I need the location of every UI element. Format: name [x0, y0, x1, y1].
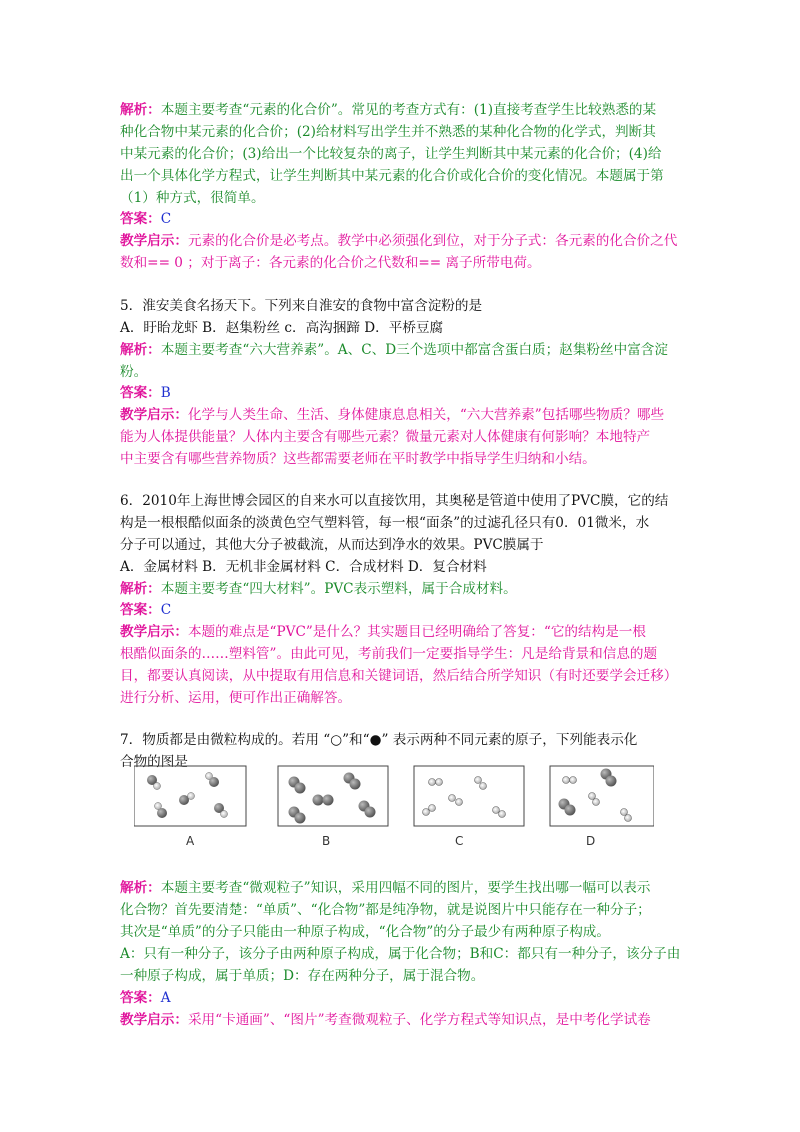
- text-line: [120, 340, 668, 360]
- line-text: 数和== 0 ；对于离子：各元素的化合价之代数和== 离子所带电荷。: [120, 255, 541, 271]
- text-line: [120, 878, 650, 898]
- line-text: 本题主要考查“元素的化合价”。常见的考查方式有：(1)直接考查学生比较熟悉的某: [160, 102, 657, 118]
- text-line: [120, 666, 677, 686]
- figure-box-c: [414, 766, 524, 826]
- text-line: [120, 296, 482, 316]
- text-line: [120, 622, 646, 642]
- line-text: 元素的化合价是必考点。教学中必须强化到位，对于分子式：各元素的化合价之代: [187, 233, 678, 249]
- text-line: [120, 491, 668, 511]
- figure-label-d: D: [586, 834, 596, 848]
- text-line: [120, 362, 147, 382]
- text-line: [120, 449, 596, 469]
- figure-label-b: B: [322, 834, 331, 848]
- text-line: [120, 231, 677, 251]
- text-line: [120, 535, 544, 555]
- text-line: [120, 100, 656, 120]
- line-text: 进行分析、运用，便可作出正确解答。: [120, 690, 352, 706]
- line-text: 6．2010年上海世博会园区的自来水可以直接饮用，其奥秘是管道中使用了PVC膜，它的结: [120, 493, 669, 509]
- text-line: [120, 144, 661, 164]
- line-text: 出一个具体化学方程式，让学生判断其中某元素的化合价或化合价的变化情况。本题属于第: [120, 168, 664, 184]
- line-text: 5．淮安美食名扬天下。下列来自淮安的食物中富含淀粉的是: [120, 298, 483, 314]
- line-text: A．金属材料 B．无机非金属材料 C．合成材料 D．复合材料: [120, 559, 487, 575]
- text-line: [120, 1010, 651, 1030]
- line-text: 构是一根根酷似面条的淡黄色空气塑料管，每一根“面条”的过滤孔径只有0．01微米，水: [120, 515, 650, 531]
- text-line: [120, 166, 664, 186]
- line-text: 本题的难点是“PVC”是什么？其实题目已经明确给了答复：“它的结构是一根: [187, 624, 646, 640]
- figure-label-c: C: [455, 834, 464, 848]
- text-line: [120, 579, 517, 599]
- line-label: 解析：: [120, 102, 161, 118]
- line-text: 本题主要考查“微观粒子”知识，采用四幅不同的图片，要学生找出哪一幅可以表示: [160, 880, 651, 896]
- text-line: [120, 944, 680, 964]
- line-text: 中主要含有哪些营养物质？这些都需要老师在平时教学中指导学生归纳和小结。: [120, 451, 596, 467]
- line-text: 分子可以通过，其他大分子被截流，从而达到净水的效果。PVC膜属于: [120, 537, 544, 553]
- line-label: 教学启示：: [120, 1012, 188, 1028]
- figure-box-b: [278, 766, 388, 826]
- text-line: [120, 122, 656, 142]
- line-text: 化学与人类生命、生活、身体健康息息相关，“六大营养素”包括哪些物质？哪些: [187, 407, 665, 423]
- line-text: 化合物？首先要清楚：“单质”、“化合物”都是纯净物，就是说图片中只能存在一种分子；: [120, 902, 651, 918]
- line-label: 教学启示：: [120, 233, 188, 249]
- line-text: C: [160, 602, 172, 618]
- line-label: 答案：: [120, 602, 161, 618]
- line-text: A: [160, 990, 171, 1006]
- line-text: 一种原子构成，属于单质；D：存在两种分子，属于混合物。: [120, 968, 485, 984]
- text-line: [120, 427, 650, 447]
- text-line: [120, 253, 541, 273]
- figure-label-a: A: [186, 834, 195, 848]
- text-line: [120, 966, 484, 986]
- line-text: C: [160, 211, 172, 227]
- line-label: 解析：: [120, 880, 161, 896]
- line-label: 解析：: [120, 342, 161, 358]
- line-text: 根酷似面条的……塑料管”。由此可见，考前我们一定要指导学生：凡是给背景和信息的题: [120, 646, 658, 662]
- line-text: 其次是“单质”的分子只能由一种原子构成，“化合物”的分子最少有两种原子构成。: [120, 924, 610, 940]
- line-text: 中某元素的化合价；(3)给出一个比较复杂的离子，让学生判断其中某元素的化合价；(4)给: [120, 146, 662, 162]
- text-line: [120, 900, 651, 920]
- line-text: 种化合物中某元素的化合价；(2)给材料写出学生并不熟悉的某种化合物的化学式，判断其: [120, 124, 656, 140]
- text-line: [120, 688, 351, 708]
- line-text: 采用“卡通画”、“图片”考查微观粒子、化学方程式等知识点，是中考化学试卷: [187, 1012, 651, 1028]
- line-label: 解析：: [120, 581, 161, 597]
- line-text: A：只有一种分子，该分子由两种原子构成，属于化合物；B和C：都只有一种分子，该分子由: [120, 946, 681, 962]
- line-text: B: [160, 385, 171, 401]
- line-text: 目，都要认真阅读，从中提取有用信息和关键词语，然后结合所学知识（有时还要学会迁移）: [120, 668, 678, 684]
- line-text: 本题主要考查“六大营养素”。A、C、D三个选项中都富含蛋白质；赵集粉丝中富含淀: [160, 342, 668, 358]
- text-line: [120, 557, 487, 577]
- line-label: 答案：: [120, 211, 161, 227]
- text-line: [120, 988, 171, 1008]
- text-line: [120, 922, 610, 942]
- line-text: 合物的图是: [120, 754, 188, 770]
- line-text: A．盱眙龙虾 B．赵集粉丝 c．高沟捆蹄 D．平桥豆腐: [120, 320, 444, 336]
- text-line: [120, 383, 171, 403]
- line-label: 答案：: [120, 385, 161, 401]
- text-line: [120, 318, 443, 338]
- line-text: 粉。: [120, 364, 148, 380]
- text-line: [120, 209, 171, 229]
- line-text: 7．物质都是由微粒构成的。若用 “○”和“●” 表示两种不同元素的原子，下列能表示化: [120, 732, 638, 748]
- figure-box-a: [134, 766, 246, 826]
- line-label: 教学启示：: [120, 624, 188, 640]
- line-text: 能为人体提供能量？人体内主要含有哪些元素？微量元素对人体健康有何影响？本地特产: [120, 429, 651, 445]
- text-line: [120, 513, 649, 533]
- text-line: [120, 730, 637, 750]
- line-text: 本题主要考查“四大材料”。PVC表示塑料，属于合成材料。: [160, 581, 517, 597]
- line-text: （1）种方式，很简单。: [120, 190, 265, 206]
- text-line: [120, 405, 664, 425]
- text-line: [120, 188, 265, 208]
- line-label: 教学启示：: [120, 407, 188, 423]
- text-line: [120, 644, 657, 664]
- text-line: [120, 600, 171, 620]
- line-label: 答案：: [120, 990, 161, 1006]
- molecule-figure: [134, 762, 654, 854]
- figure-box-d: [550, 766, 654, 826]
